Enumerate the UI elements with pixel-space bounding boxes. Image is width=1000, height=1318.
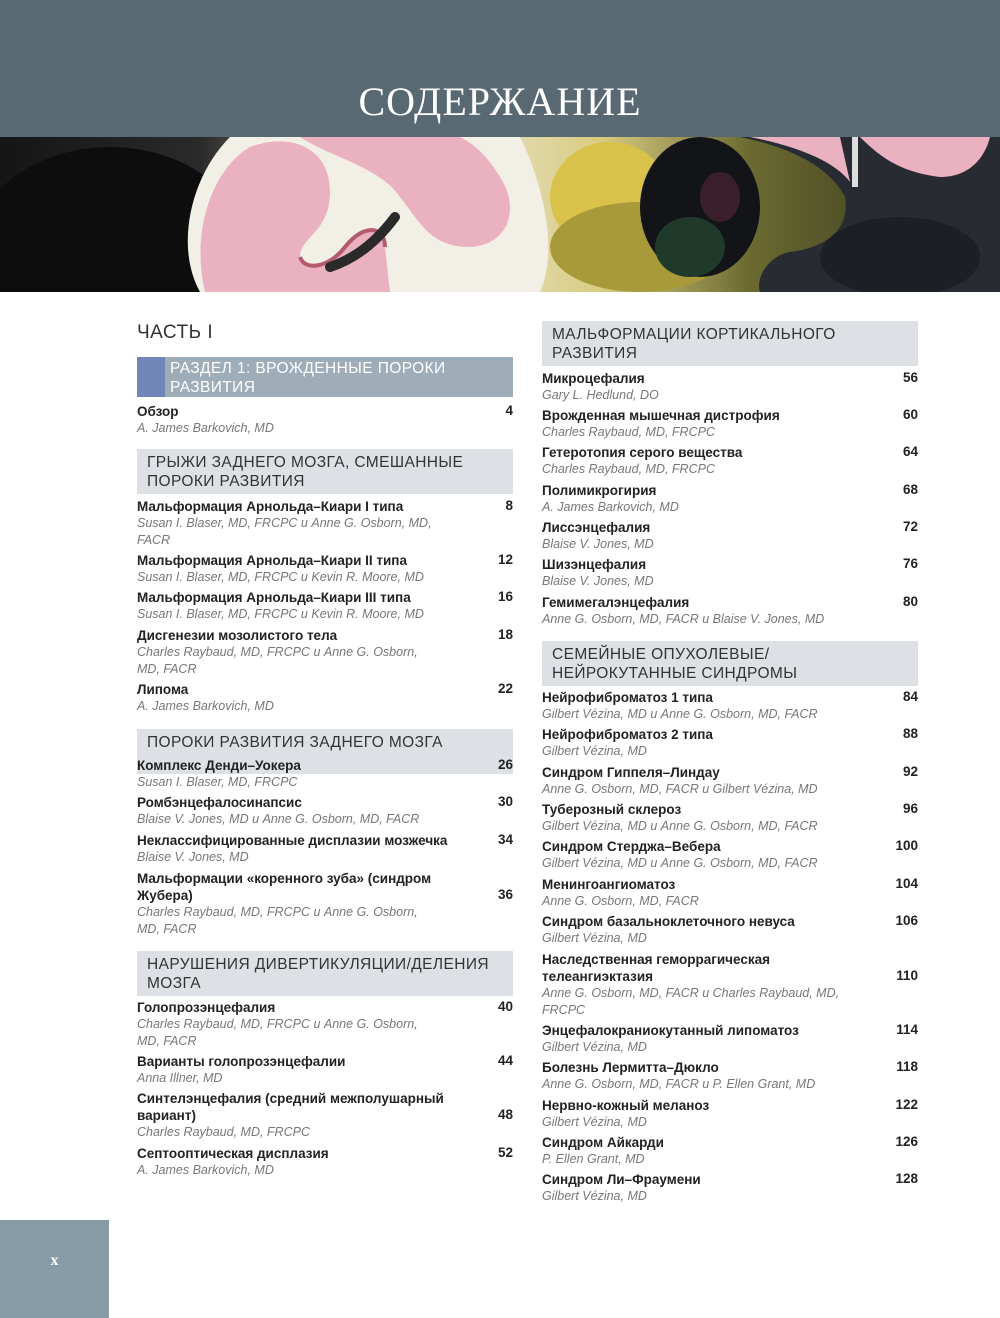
section-header — [542, 641, 918, 686]
page-number-box — [0, 1220, 109, 1318]
entry-authors: Charles Raybaud, MD, FRCPC — [542, 462, 715, 476]
toc-entry[interactable] — [542, 951, 918, 1019]
entry-authors: Anne G. Osborn, MD, FACR — [542, 894, 699, 908]
entry-page: 100 — [895, 838, 918, 853]
entry-title: Полимикрогирия — [542, 483, 657, 498]
entry-page: 118 — [896, 1059, 918, 1074]
entry-title: Нейрофиброматоз 1 типа — [542, 690, 713, 705]
entry-authors: A. James Barkovich, MD — [542, 500, 679, 514]
entry-authors: Charles Raybaud, MD, FRCPC — [137, 1125, 310, 1139]
entry-title: Микроцефалия — [542, 371, 645, 386]
entry-title: Синдром Ли–Фраумени — [542, 1172, 701, 1187]
entry-authors: Gilbert Vézina, MD и Anne G. Osborn, MD, FACR — [542, 707, 818, 721]
entry-authors: Blaise V. Jones, MD — [137, 850, 249, 864]
section-label: МАЛЬФОРМАЦИИ КОРТИКАЛЬНОГО РАЗВИТИЯ — [552, 326, 836, 362]
toc-entry[interactable] — [137, 403, 513, 437]
entry-authors: Susan I. Blaser, MD, FRCPC — [137, 775, 298, 789]
entry-page: 56 — [902, 370, 918, 385]
section-header — [137, 357, 513, 397]
entry-authors: Susan I. Blaser, MD, FRCPC и Anne G. Osborn, MD, FACR — [137, 516, 432, 547]
toc-entry[interactable] — [137, 794, 513, 828]
entry-page: 48 — [497, 1107, 513, 1122]
entry-authors: Blaise V. Jones, MD — [542, 574, 654, 588]
entry-title: Синдром Стерджа–Вебера — [542, 839, 721, 854]
entry-authors: Charles Raybaud, MD, FRCPC и Anne G. Osborn, MD, FACR — [137, 1017, 418, 1048]
section-header — [137, 951, 513, 996]
entry-title: Туберозный склероз — [542, 802, 682, 817]
entry-title: Энцефалокраниокутанный липоматоз — [542, 1023, 799, 1038]
toc-entry[interactable] — [137, 627, 513, 678]
toc-entry[interactable] — [542, 1134, 918, 1168]
entry-title: Комплекс Денди–Уокера — [137, 758, 301, 773]
entry-title: Врожденная мышечная дистрофия — [542, 408, 780, 423]
entry-title: Лиссэнцефалия — [542, 520, 651, 535]
toc-entry[interactable] — [137, 681, 513, 715]
toc-entry[interactable] — [542, 519, 918, 553]
entry-page: 12 — [497, 552, 513, 567]
toc-entry[interactable] — [542, 482, 918, 516]
toc-entry[interactable] — [542, 801, 918, 835]
entry-authors: Gilbert Vézina, MD — [542, 1189, 647, 1203]
toc-entry[interactable] — [137, 999, 513, 1050]
toc-entry[interactable] — [542, 1059, 918, 1093]
entry-page: 106 — [895, 913, 918, 928]
entry-title: Синдром базальноклеточного невуса — [542, 914, 795, 929]
entry-title: Синтелэнцефалия (средний межполушарный вариант) — [137, 1091, 444, 1123]
section-label: РАЗДЕЛ 1: ВРОЖДЕННЫЕ ПОРОКИ РАЗВИТИЯ — [170, 360, 446, 396]
section-label: ГРЫЖИ ЗАДНЕГО МОЗГА, СМЕШАННЫЕ ПОРОКИ РАЗВИТИЯ — [147, 454, 464, 490]
entry-title: Гемимегалэнцефалия — [542, 595, 690, 610]
entry-page: 40 — [497, 999, 513, 1014]
entry-page: 60 — [902, 407, 918, 422]
entry-authors: Gilbert Vézina, MD — [542, 1040, 647, 1054]
entry-authors: P. Ellen Grant, MD — [542, 1152, 645, 1166]
entry-page: 26 — [497, 757, 513, 772]
toc-entry[interactable] — [137, 832, 513, 866]
toc-entry[interactable] — [542, 726, 918, 760]
entry-title: Нервно-кожный меланоз — [542, 1098, 710, 1113]
entry-title: Синдром Айкарди — [542, 1135, 664, 1150]
entry-authors: Anne G. Osborn, MD, FACR и Charles Raybaud, MD, FRCPC — [542, 986, 840, 1017]
part-label: ЧАСТЬ I — [137, 322, 214, 343]
entry-title: Менингоангиоматоз — [542, 877, 676, 892]
toc-entry[interactable] — [542, 594, 918, 628]
toc-entry[interactable] — [542, 689, 918, 723]
banner-image — [0, 137, 1000, 292]
entry-authors: Gilbert Vézina, MD — [542, 931, 647, 945]
toc-entry[interactable] — [137, 1145, 513, 1179]
entry-title: Ромбэнцефалосинапсис — [137, 795, 302, 810]
entry-authors: Charles Raybaud, MD, FRCPC и Anne G. Osborn, MD, FACR — [137, 645, 418, 676]
toc-entry[interactable] — [542, 913, 918, 947]
toc-entry[interactable] — [542, 556, 918, 590]
entry-page: 64 — [902, 444, 918, 459]
entry-authors: Susan I. Blaser, MD, FRCPC и Kevin R. Moore, MD — [137, 607, 424, 621]
section-label: ПОРОКИ РАЗВИТИЯ ЗАДНЕГО МОЗГА — [147, 734, 443, 751]
toc-entry[interactable] — [137, 498, 513, 549]
toc-entry[interactable] — [542, 1171, 918, 1205]
entry-title: Неклассифицированные дисплазии мозжечка — [137, 833, 448, 848]
entry-authors: Gilbert Vézina, MD — [542, 744, 647, 758]
entry-page: 30 — [497, 794, 513, 809]
entry-authors: Anne G. Osborn, MD, FACR и P. Ellen Grant, MD — [542, 1077, 816, 1091]
toc-entry[interactable] — [542, 838, 918, 872]
entry-page: 122 — [895, 1097, 918, 1112]
section-label: НАРУШЕНИЯ ДИВЕРТИКУЛЯЦИИ/ДЕЛЕНИЯ МОЗГА — [147, 956, 489, 992]
section-header — [137, 449, 513, 494]
entry-authors: Anne G. Osborn, MD, FACR и Gilbert Vézina, MD — [542, 782, 818, 796]
section-label: СЕМЕЙНЫЕ ОПУХОЛЕВЫЕ/НЕЙРОКУТАННЫЕ СИНДРОМЫ — [552, 646, 798, 682]
toc-entry[interactable] — [542, 407, 918, 441]
entry-title: Дисгенезии мозолистого тела — [137, 628, 338, 643]
entry-authors: A. James Barkovich, MD — [137, 699, 274, 713]
entry-title: Липома — [137, 682, 189, 697]
entry-page: 96 — [902, 801, 918, 816]
toc-entry[interactable] — [542, 1022, 918, 1056]
entry-page: 8 — [505, 498, 513, 513]
entry-title: Мальформация Арнольда–Киари I типа — [137, 499, 404, 514]
entry-page: 34 — [497, 832, 513, 847]
toc-entry[interactable] — [137, 1053, 513, 1087]
entry-title: Синдром Гиппеля–Линдау — [542, 765, 720, 780]
entry-page: 76 — [902, 556, 918, 571]
entry-page: 16 — [497, 589, 513, 604]
entry-authors: Charles Raybaud, MD, FRCPC и Anne G. Osborn, MD, FACR — [137, 905, 418, 936]
page-header — [0, 0, 1000, 137]
entry-title: Варианты голопрозэнцефалии — [137, 1054, 346, 1069]
entry-title: Голопрозэнцефалия — [137, 1000, 276, 1015]
entry-title: Обзор — [137, 404, 179, 419]
toc-entry[interactable] — [137, 589, 513, 623]
entry-title: Нейрофиброматоз 2 типа — [542, 727, 713, 742]
entry-page: 128 — [895, 1171, 918, 1186]
toc-entry[interactable] — [542, 876, 918, 910]
entry-title: Мальформация Арнольда–Киари III типа — [137, 590, 411, 605]
entry-authors: A. James Barkovich, MD — [137, 421, 274, 435]
toc-entry[interactable] — [542, 370, 918, 404]
entry-page: 44 — [497, 1053, 513, 1068]
toc-entry[interactable] — [137, 870, 513, 938]
entry-page: 36 — [497, 887, 513, 902]
entry-title: Болезнь Лермитта–Дюкло — [542, 1060, 719, 1075]
brain-section-illustration — [0, 137, 1000, 292]
entry-title: Мальформации «коренного зуба» (синдром Жубера) — [137, 871, 432, 903]
entry-page: 84 — [902, 689, 918, 704]
toc-entry[interactable] — [542, 1097, 918, 1131]
entry-page: 92 — [902, 764, 918, 779]
toc-entry[interactable] — [137, 757, 513, 791]
entry-title: Шизэнцефалия — [542, 557, 647, 572]
entry-title: Септооптическая дисплазия — [137, 1146, 329, 1161]
entry-page: 80 — [902, 594, 918, 609]
entry-authors: Blaise V. Jones, MD — [542, 537, 654, 551]
entry-title: Наследственная геморрагическая телеангиэктазия — [542, 952, 771, 984]
entry-title: Мальформация Арнольда–Киари II типа — [137, 553, 407, 568]
entry-authors: Anne G. Osborn, MD, FACR и Blaise V. Jones, MD — [542, 612, 825, 626]
entry-authors: Susan I. Blaser, MD, FRCPC и Kevin R. Moore, MD — [137, 570, 424, 584]
toc-entry[interactable] — [542, 444, 918, 478]
page-number: x — [50, 1252, 59, 1269]
entry-authors: Gilbert Vézina, MD — [542, 1115, 647, 1129]
toc-entry[interactable] — [542, 764, 918, 798]
toc-entry[interactable] — [137, 1090, 513, 1141]
entry-authors: Gary L. Hedlund, DO — [542, 388, 659, 402]
entry-page: 104 — [895, 876, 918, 891]
section-marker — [137, 357, 165, 397]
entry-page: 68 — [902, 482, 918, 497]
entry-authors: A. James Barkovich, MD — [137, 1163, 274, 1177]
entry-page: 114 — [896, 1022, 918, 1037]
toc-entry[interactable] — [137, 552, 513, 586]
entry-authors: Gilbert Vézina, MD и Anne G. Osborn, MD, FACR — [542, 819, 818, 833]
entry-page: 126 — [895, 1134, 918, 1149]
entry-authors: Gilbert Vézina, MD и Anne G. Osborn, MD, FACR — [542, 856, 818, 870]
entry-page: 72 — [902, 519, 918, 534]
entry-authors: Blaise V. Jones, MD и Anne G. Osborn, MD, FACR — [137, 812, 420, 826]
section-header — [542, 321, 918, 366]
entry-page: 18 — [497, 627, 513, 642]
entry-page: 4 — [505, 403, 513, 418]
entry-title: Гетеротопия серого вещества — [542, 445, 743, 460]
entry-page: 52 — [497, 1145, 513, 1160]
entry-page: 110 — [896, 968, 918, 983]
entry-authors: Charles Raybaud, MD, FRCPC — [542, 425, 715, 439]
entry-page: 88 — [902, 726, 918, 741]
entry-authors: Anna Illner, MD — [137, 1071, 223, 1085]
entry-page: 22 — [497, 681, 513, 696]
page-title: СОДЕРЖАНИЕ — [358, 79, 642, 124]
